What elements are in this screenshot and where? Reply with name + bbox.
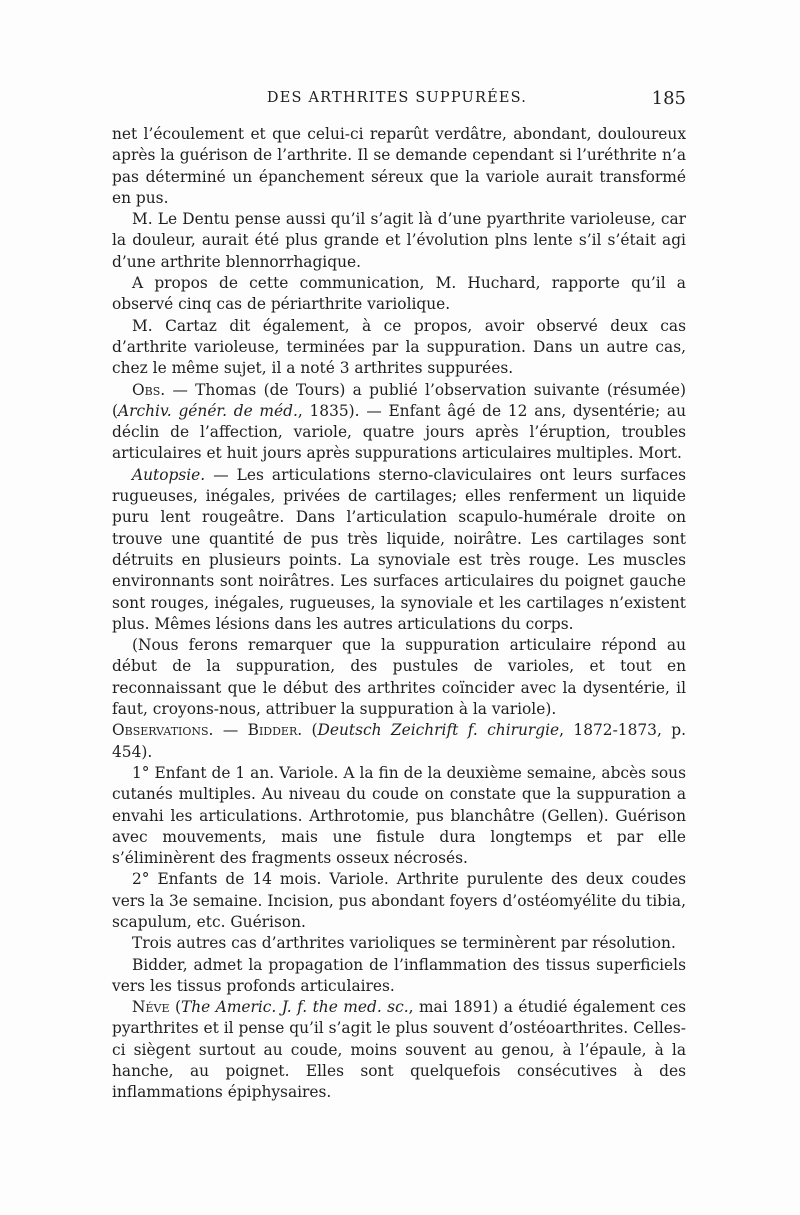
paragraph [112, 273, 686, 316]
paragraph [112, 635, 686, 720]
text-run: , 1872-1873, p. 454). [112, 721, 686, 761]
paragraph [112, 720, 686, 763]
paragraph [112, 763, 686, 869]
paragraph [112, 316, 686, 380]
running-head [108, 88, 686, 114]
text-run: — Les articulations sterno-claviculaires ont leurs surfaces rugueuses, inégales, privées de cartilages; elles renferment un liquide puru lent rougeâtre. Dans l’articulation scapulo-humérale droite on trouve une quantité de pus très liquide, noirâtre. Les cartilages sont détruits en plusieurs points. La synoviale est très rouge. Les muscles environnants sont noirâtres. Les surfaces articulaires du poignet gauche sont rouges, inégales, rugueuses, la synoviale et les cartilages n’existent plus. Mêmes lésions dans les autres articulations du corps. [112, 465, 686, 633]
text-run: — Thomas (de Tours) a publié l’observation suivante (résumée) ( [112, 380, 686, 420]
text-run: Bidder. [247, 721, 303, 740]
paragraph [112, 465, 686, 635]
text-run: M. Le Dentu pense aussi qu’il s’agit là d’une pyarthrite varioleuse, car la douleur, aurait été plus grande et l’évolution plns lente s’il s’était agi d’une arthrite blennorrhagique. [112, 210, 686, 271]
text-run: Bidder, admet la propagation de l’inflammation des tissus superficiels vers les tissus profonds articulaires. [112, 955, 686, 995]
paragraph [112, 955, 686, 998]
paragraph [112, 380, 686, 465]
text-run: , mai 1891) a étudié également ces pyarthrites et il pense qu’il s’agit le plus souvent d’ostéoarthrites. Celles-ci siègent surtout au coude, moins souvent au genou, à l’épaule, à la hanche, au poignet. Elles sont quelquefois consécutives à des inflammations épiphysaires. [112, 998, 687, 1102]
text-run: 1° Enfant de 1 an. Variole. A la fin de la deuxième semaine, abcès sous cutanés multiples. Au niveau du coude on constate que la suppuration a envahi les articulations. Arthrotomie, pus blanchâtre (Gellen). Guérison avec mouvements, mais une fistule dura longtemps et par elle s’éliminèrent des fragments osseux nécrosés. [112, 763, 686, 868]
text-run: The Americ. J. f. the med. sc. [180, 998, 409, 1017]
text-run: ( [169, 998, 181, 1017]
text-run: — [213, 721, 248, 740]
text-run: M. Cartaz dit également, à ce propos, avoir observé deux cas d’arthrite varioleuse, terminées par la suppuration. Dans un autre cas, chez le même sujet, il a noté 3 arthrites suppurées. [112, 316, 686, 378]
page-number: 185 [651, 88, 686, 109]
paragraph [112, 869, 686, 933]
paragraph [112, 124, 686, 209]
text-run: Néve [132, 998, 170, 1017]
text-run: Observations. [112, 721, 214, 740]
text-run: net l’écoulement et que celui-ci reparût verdâtre, abondant, douloureux après la guérison de l’arthrite. Il se demande cependant si l’uréthrite n’a pas déterminé un épanchement séreux que la variole aurait transformé en pus. [112, 125, 686, 207]
text-run: Trois autres cas d’arthrites varioliques se terminèrent par résolution. [132, 934, 676, 953]
text-run: (Nous ferons remarquer que la suppuration articulaire répond au début de la suppuration, des pustules de varioles, et tout en reconnaissant que le début des arthrites coïncider avec la dysentérie, il faut, croyons-nous, attribuer la suppuration à la variole). [112, 636, 686, 719]
text-run: 2° Enfants de 14 mois. Variole. Arthrite purulente des deux coudes vers la 3e semaine. Incision, pus abondant foyers d’ostéomyélite du tibia, scapulum, etc. Guérison. [112, 870, 686, 931]
paragraph [112, 997, 686, 1103]
paragraph [112, 209, 686, 273]
text-run: Archiv. génér. de méd. [118, 401, 298, 420]
text-run: Deutsch Zeichrift f. chirurgie [317, 721, 560, 740]
text-run: , 1835). — Enfant âgé de 12 ans, dysentérie; au déclin de l’affection, variole, quatre jours après l’éruption, troubles articulaires et huit jours après suppurations articulaires multiples. Mort. [112, 401, 686, 463]
paragraph [112, 933, 686, 954]
text-run: ( [302, 721, 318, 740]
text-run: Obs. [132, 380, 166, 399]
text-run: Autopsie. [132, 465, 206, 484]
running-head-title: DES ARTHRITES SUPPURÉES. [266, 90, 528, 106]
body-text [112, 124, 686, 1104]
text-run: A propos de cette communication, M. Huchard, rapporte qu’il a observé cinq cas de périarthrite variolique. [112, 274, 686, 314]
